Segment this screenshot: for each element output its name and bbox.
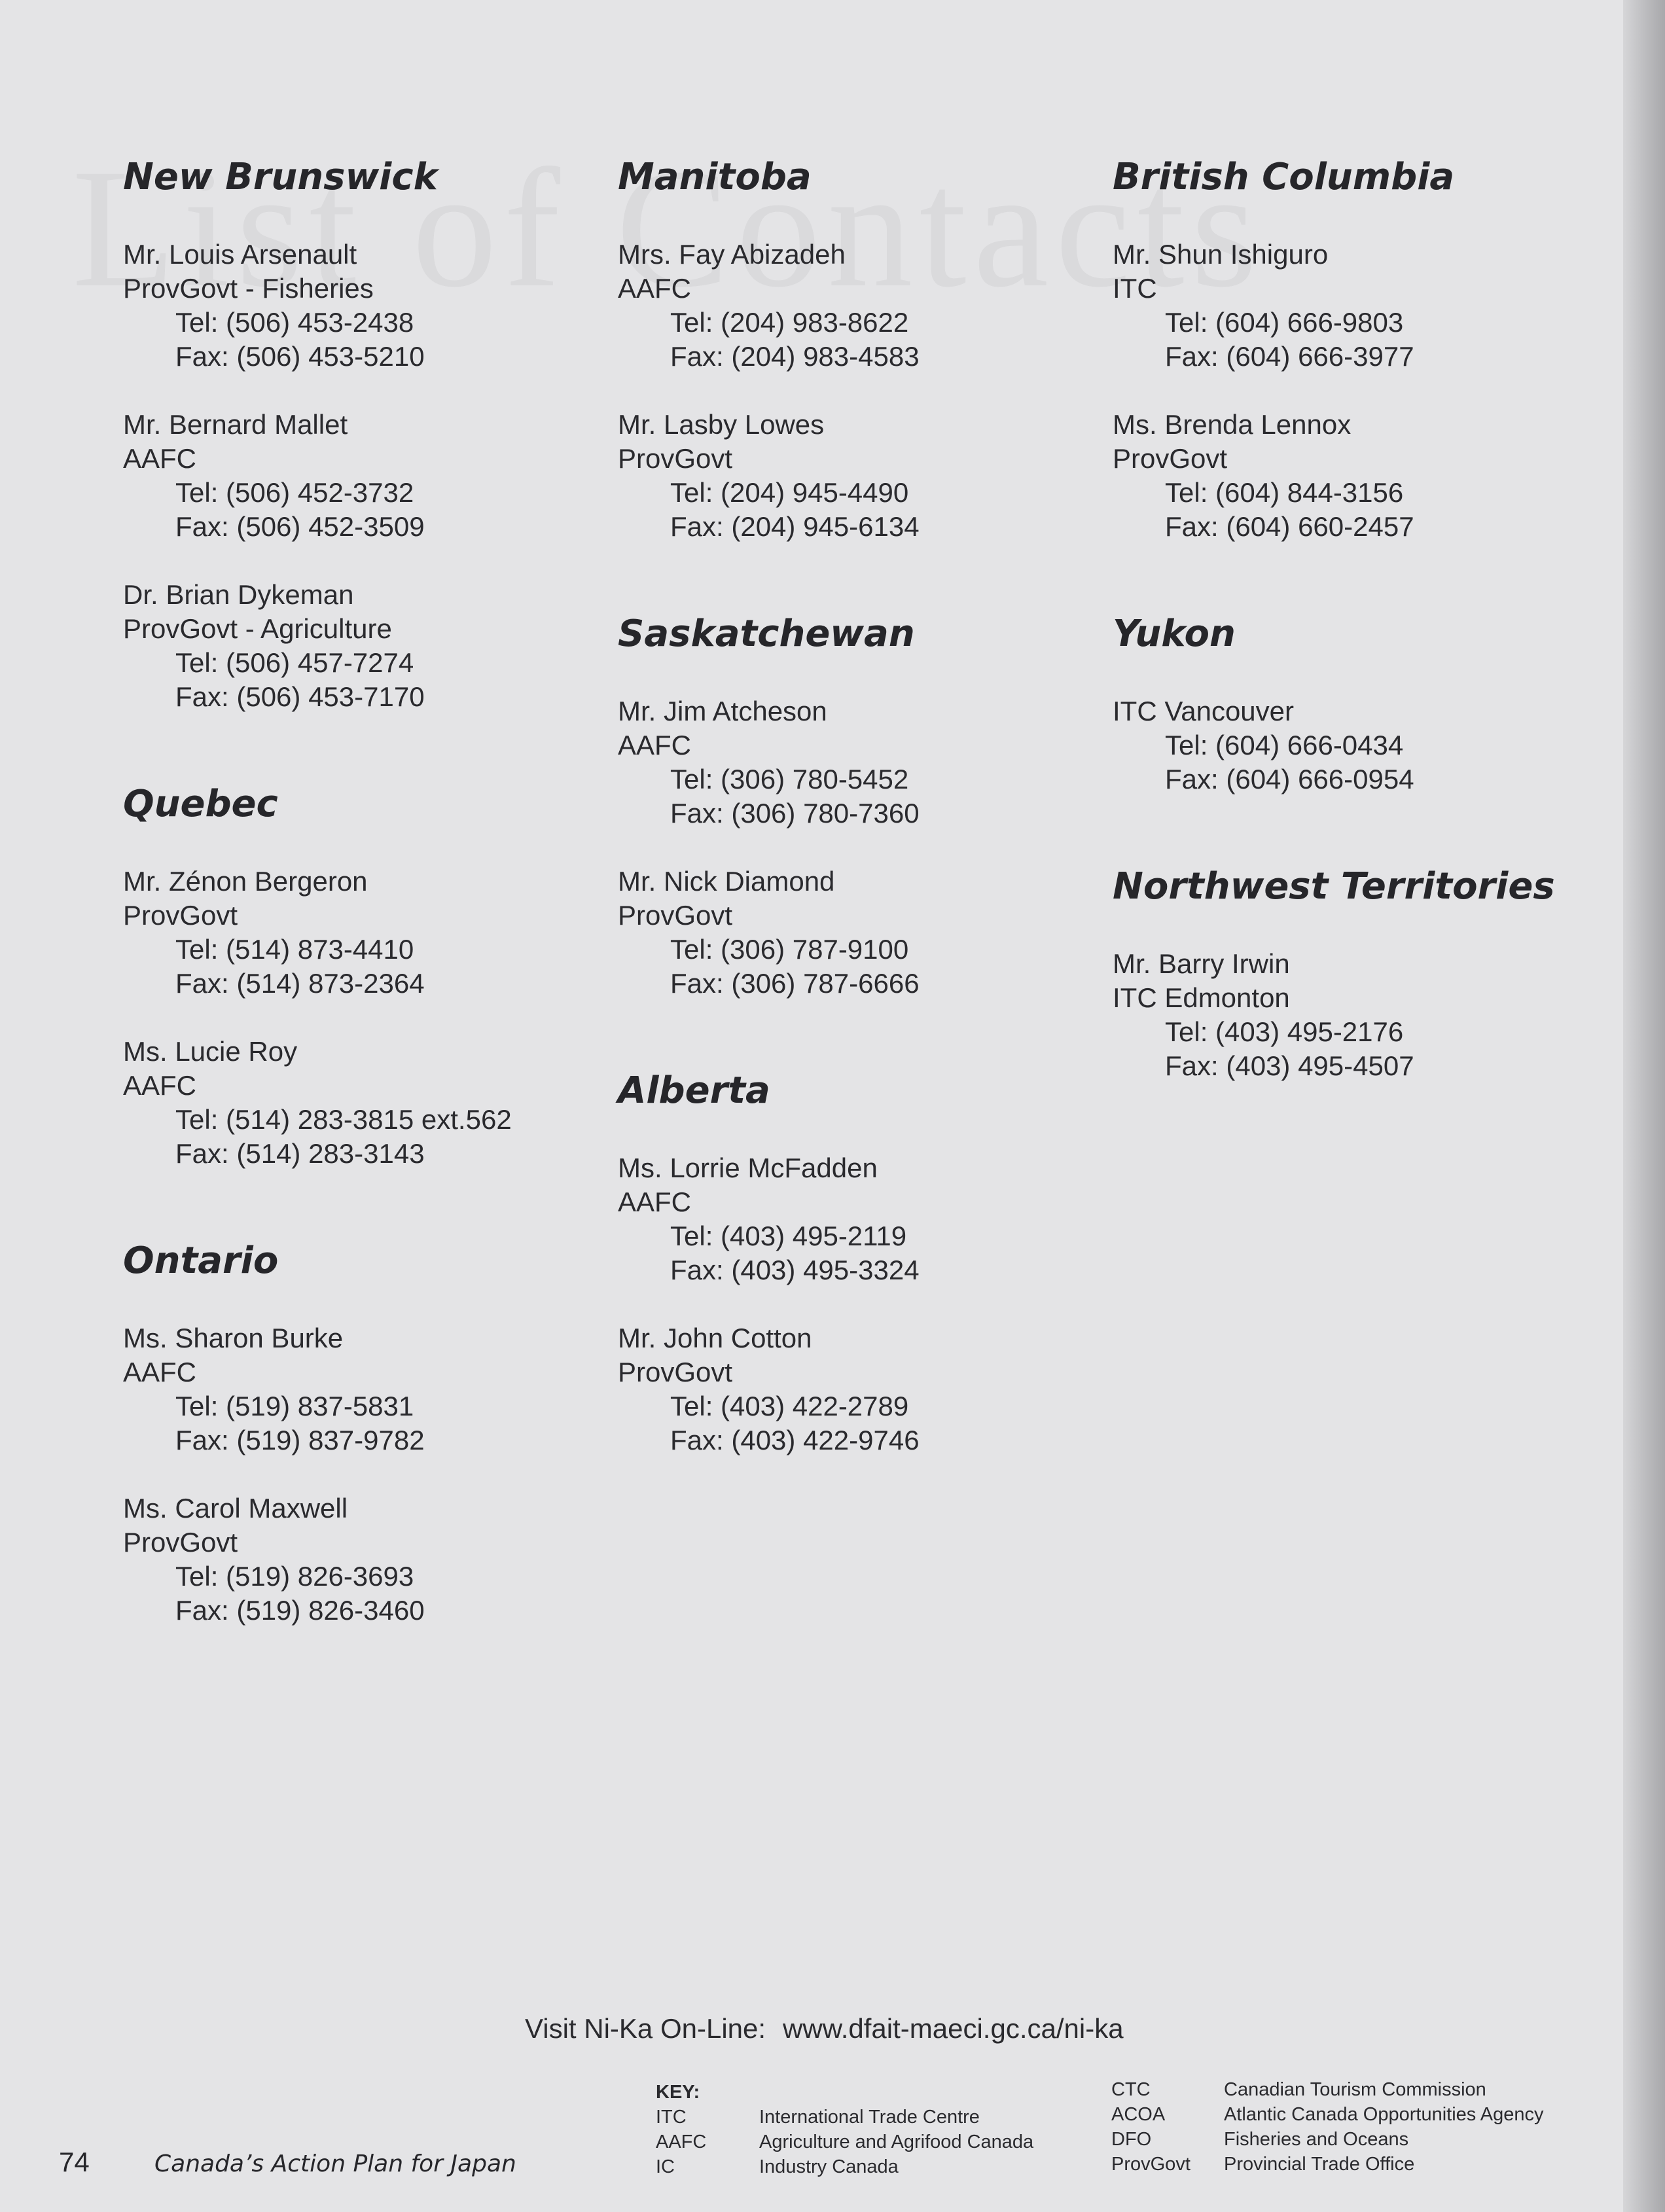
key-abbr: IC: [656, 2156, 675, 2177]
contact-entry: [123, 865, 512, 1001]
contact-fax: Fax: (604) 666-3977: [1165, 341, 1414, 372]
region-new-brunswick: [123, 154, 512, 714]
contact-tel: Tel: (519) 837-5831: [175, 1391, 414, 1421]
contact-entry: [618, 1321, 920, 1457]
contact-name: Ms. Brenda Lennox: [1113, 409, 1352, 440]
contact-org: ProvGovt: [618, 900, 733, 931]
contact-entry: [123, 1321, 512, 1457]
contact-entry: [123, 408, 512, 544]
key-full: Atlantic Canada Opportunities Agency: [1224, 2104, 1544, 2125]
contact-fax: Fax: (204) 945-6134: [670, 511, 920, 542]
contact-tel: Tel: (506) 457-7274: [175, 647, 414, 678]
contact-tel: Tel: (519) 826-3693: [175, 1561, 414, 1592]
key-full-column-left: [759, 2105, 1033, 2179]
contact-name: Mr. John Cotton: [618, 1323, 812, 1353]
key-abbr-column-left: [656, 2105, 706, 2179]
key-full: Provincial Trade Office: [1224, 2154, 1415, 2175]
region-title: Quebec: [123, 783, 278, 825]
contacts-column-1: [123, 154, 512, 1662]
contact-fax: Fax: (604) 660-2457: [1165, 511, 1414, 542]
contact-name: Mr. Bernard Mallet: [123, 409, 348, 440]
region-alberta: [618, 1067, 920, 1457]
region-title: Ontario: [123, 1240, 279, 1282]
contact-fax: Fax: (403) 495-4507: [1165, 1050, 1414, 1081]
contact-name: Dr. Brian Dykeman: [123, 579, 354, 610]
contact-name: Mrs. Fay Abizadeh: [618, 239, 846, 270]
contact-entry: [1113, 408, 1555, 544]
region-manitoba: [618, 154, 920, 544]
contact-name: Ms. Carol Maxwell: [123, 1493, 348, 1524]
contact-entry: [123, 238, 512, 374]
contact-fax: Fax: (604) 666-0954: [1165, 764, 1414, 794]
contact-fax: Fax: (403) 422-9746: [670, 1425, 920, 1455]
contact-fax: Fax: (306) 780-7360: [670, 798, 920, 829]
key-abbr: DFO: [1111, 2129, 1152, 2150]
contact-tel: Tel: (306) 787-9100: [670, 934, 909, 965]
contact-name: Ms. Sharon Burke: [123, 1323, 344, 1353]
key-title: KEY:: [656, 2082, 700, 2103]
key-full: Fisheries and Oceans: [1224, 2129, 1409, 2150]
contact-name: Mr. Louis Arsenault: [123, 239, 357, 270]
contact-org: ITC: [1113, 273, 1157, 304]
contact-fax: Fax: (514) 283-3143: [175, 1138, 425, 1169]
contact-entry: [123, 1035, 512, 1171]
contact-org: AAFC: [618, 273, 692, 304]
contact-name: Mr. Lasby Lowes: [618, 409, 825, 440]
region-title: New Brunswick: [123, 156, 438, 198]
contacts-column-2: [618, 154, 920, 1491]
contact-tel: Tel: (604) 844-3156: [1165, 477, 1404, 508]
contact-org: AAFC: [123, 443, 197, 474]
region-title: British Columbia: [1113, 156, 1455, 198]
contact-tel: Tel: (403) 495-2176: [1165, 1016, 1404, 1047]
contact-tel: Tel: (204) 945-4490: [670, 477, 909, 508]
region-british-columbia: [1113, 154, 1555, 544]
contact-name: Mr. Shun Ishiguro: [1113, 239, 1329, 270]
contact-fax: Fax: (403) 495-3324: [670, 1255, 920, 1285]
key-full: International Trade Centre: [759, 2107, 980, 2128]
contact-entry: [1113, 238, 1555, 374]
region-northwest-territories: [1113, 863, 1555, 1083]
region-ontario: [123, 1238, 512, 1628]
contact-org: ProvGovt: [123, 900, 238, 931]
region-quebec: [123, 781, 512, 1171]
contact-org: ITC Edmonton: [1113, 982, 1290, 1013]
key-abbr-column-right: [1111, 2077, 1191, 2177]
contact-entry: [618, 1151, 920, 1287]
region-title: Yukon: [1113, 613, 1236, 655]
contact-entry: [123, 1491, 512, 1628]
contact-entry: [123, 578, 512, 714]
contact-name: Mr. Barry Irwin: [1113, 948, 1290, 979]
contact-org: ProvGovt - Agriculture: [123, 613, 392, 644]
page-edge-shadow: [1623, 0, 1665, 2212]
contact-tel: Tel: (506) 452-3732: [175, 477, 414, 508]
contact-org: ProvGovt - Fisheries: [123, 273, 374, 304]
contact-tel: Tel: (403) 495-2119: [670, 1221, 907, 1251]
region-title: Manitoba: [618, 156, 812, 198]
contact-entry: [1113, 947, 1555, 1083]
contact-tel: Tel: (604) 666-9803: [1165, 307, 1404, 338]
contact-tel: Tel: (204) 983-8622: [670, 307, 909, 338]
key-abbr: ACOA: [1111, 2104, 1166, 2125]
contact-name: Mr. Nick Diamond: [618, 866, 835, 897]
key-full: Agriculture and Agrifood Canada: [759, 2132, 1034, 2152]
contact-name: Mr. Jim Atcheson: [618, 696, 827, 726]
contact-name: ITC Vancouver: [1113, 696, 1294, 726]
key-abbr: AAFC: [656, 2132, 707, 2152]
contact-fax: Fax: (506) 452-3509: [175, 511, 425, 542]
publication-title: Canada’s Action Plan for Japan: [154, 2150, 516, 2177]
contact-tel: Tel: (514) 873-4410: [175, 934, 414, 965]
contact-name: Ms. Lucie Roy: [123, 1036, 298, 1067]
region-title: Saskatchewan: [618, 613, 915, 655]
key-full: Canadian Tourism Commission: [1224, 2079, 1486, 2100]
contact-org: AAFC: [618, 1186, 692, 1217]
contact-name: Ms. Lorrie McFadden: [618, 1152, 878, 1183]
contact-entry: [618, 694, 920, 830]
contact-entry: [618, 238, 920, 374]
contact-entry: [618, 865, 920, 1001]
region-saskatchewan: [618, 611, 920, 1001]
contact-fax: Fax: (506) 453-5210: [175, 341, 425, 372]
key-abbr: ITC: [656, 2107, 687, 2128]
contact-tel: Tel: (506) 453-2438: [175, 307, 414, 338]
contact-tel: Tel: (403) 422-2789: [670, 1391, 909, 1421]
contact-org: ProvGovt: [1113, 443, 1228, 474]
region-yukon: [1113, 611, 1555, 796]
contact-fax: Fax: (519) 826-3460: [175, 1595, 425, 1626]
contact-org: AAFC: [123, 1357, 197, 1387]
contact-fax: Fax: (506) 453-7170: [175, 681, 425, 712]
contact-entry: [1113, 694, 1555, 796]
key-full-column-right: [1224, 2077, 1543, 2177]
contact-fax: Fax: (514) 873-2364: [175, 968, 425, 999]
contact-org: AAFC: [123, 1070, 197, 1101]
contact-org: ProvGovt: [618, 443, 733, 474]
key-full: Industry Canada: [759, 2156, 899, 2177]
page-number: 74: [59, 2147, 90, 2177]
contact-fax: Fax: (306) 787-6666: [670, 968, 920, 999]
contact-tel: Tel: (514) 283-3815 ext.562: [175, 1104, 512, 1135]
contact-tel: Tel: (604) 666-0434: [1165, 730, 1404, 760]
contact-tel: Tel: (306) 780-5452: [670, 764, 909, 794]
contact-name: Mr. Zénon Bergeron: [123, 866, 368, 897]
contact-fax: Fax: (519) 837-9782: [175, 1425, 425, 1455]
contact-entry: [618, 408, 920, 544]
contact-org: ProvGovt: [618, 1357, 733, 1387]
region-title: Alberta: [618, 1069, 770, 1112]
contacts-column-3: [1113, 154, 1555, 1117]
visit-url-link[interactable]: www.dfait-maeci.gc.ca/ni-ka: [783, 2013, 1124, 2044]
key-abbr: ProvGovt: [1111, 2154, 1191, 2175]
contact-org: AAFC: [618, 730, 692, 760]
visit-online-line: [525, 2013, 1124, 2044]
region-title: Northwest Territories: [1113, 865, 1555, 908]
visit-label: Visit Ni-Ka On-Line:: [525, 2013, 766, 2044]
contact-fax: Fax: (204) 983-4583: [670, 341, 920, 372]
key-abbr: CTC: [1111, 2079, 1151, 2100]
contact-org: ProvGovt: [123, 1527, 238, 1558]
